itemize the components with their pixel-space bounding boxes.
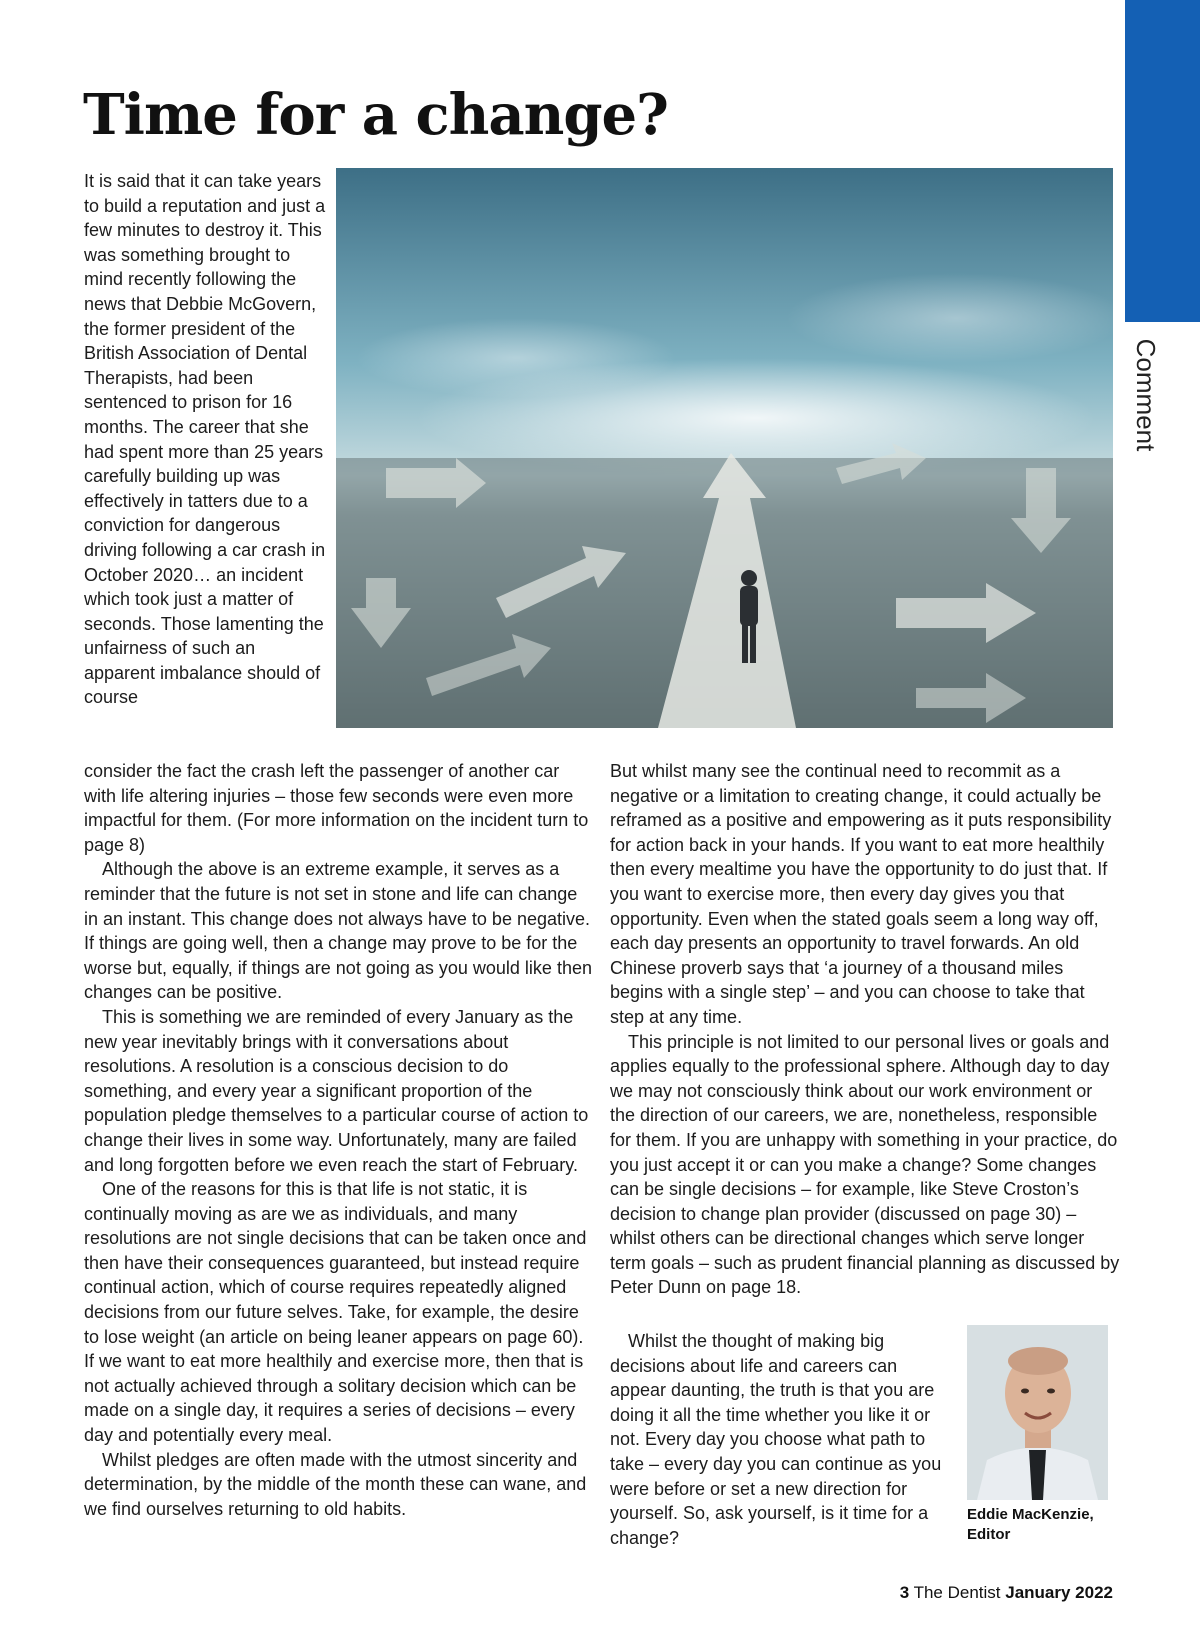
paragraph: This principle is not limited to our personal lives or goals and applies equally to the professional sphere. Although day to day we may not consciously think about our work environment or the direction of our careers, we are, nonetheless, responsible for them. If you are unhappy with something in your practice, do you just accept it or can you make a change? Some changes can be single decisions – for example, like Steve Croston’s decision to change plan provider (discussed on page 30) – whilst others can be directional changes which serve longer term goals – such as prudent financial planning as discussed by Peter Dunn on page 18. [610,1031,1120,1298]
paragraph: Whilst pledges are often made with the utmost sincerity and determination, by the middle of the month these can wane, and we find ourselves returning to old habits. [84,1449,587,1519]
intro-text: It is said that it can take years to build a reputation and just a few minutes to destroy it. This was something brought to mind recently following the news that Debbie McGovern, the former president of the British Association of Dental Therapists, had been sentenced to prison for 16 months. The career that she had spent more than 25 years carefully building up was effectively in tatters due to a conviction for dangerous driving following a car crash in October 2020… an incident which took just a matter of seconds. Those lamenting the unfairness of such an apparent imbalance should of course [84,171,326,708]
article-title: Time for a change? [83,82,668,148]
editor-portrait [967,1325,1108,1500]
hero-image [336,168,1113,728]
column-left [84,759,594,1521]
paragraph: This is something we are reminded of every January as the new year inevitably brings with it conversations about resolutions. A resolution is a conscious decision to do something, and every year a significant proportion of the population pledge themselves to a particular course of action to change their lives in some way. Unfortunately, many are failed and long forgotten before we even reach the start of February. [84,1006,589,1175]
paragraph: consider the fact the crash left the passenger of another car with life altering injuries – those few seconds were even more impactful for them. (For more information on the incident turn to page 8) [84,761,589,855]
editor-caption [967,1505,1094,1545]
column-right [610,759,1120,1300]
editor-name: Eddie MacKenzie, [967,1506,1094,1523]
paragraph: One of the reasons for this is that life is not static, it is continually moving as are we as individuals, and many resolutions are not single decisions that can be taken once and then have their consequences guaranteed, but instead require continual action, which of course requires repeatedly aligned decisions from our future selves. Take, for example, the desire to lose weight (an article on being leaner appears on page 60). If we want to eat more healthily and exercise more, then that is not actually achieved through a solitary decision which can be made on a single day, it requires a series of decisions – every day and potentially every meal. [84,1179,587,1446]
paragraph: Whilst the thought of making big decisions about life and careers can appear daunting, the truth is that you are doing it all the time whether you like it or not. Every day you choose what path to take – every day you can continue as you were before or set a new direction for yourself. So, ask yourself, is it time for a change? [610,1331,942,1548]
section-label: Comment [1131,338,1161,452]
page-footer [900,1583,1113,1603]
page-number: 3 [899,1583,910,1602]
column-right-closing [610,1329,945,1550]
issue-date: January 2022 [1005,1583,1113,1602]
editor-role: Editor [967,1526,1011,1543]
section-tab [1125,0,1200,322]
paragraph: But whilst many see the continual need to recommit as a negative or a limitation to creating change, it could actually be reframed as a positive and empowering as it puts responsibility for action back in your hands. If you want to eat more healthily then every mealtime you have the opportunity to do just that. If you want to exercise more, then every day gives you that opportunity. Even when the stated goals seem a long way off, each day presents an opportunity to travel forwards. An old Chinese proverb says that ‘a journey of a thousand miles begins with a single step’ – and you can choose to take that step at any time. [610,761,1112,1027]
paragraph: Although the above is an extreme example, it serves as a reminder that the future is not set in stone and life can change in an instant. This change does not always have to be negative. If things are going well, then a change may prove to be for the worse but, equally, if things are not going as you would like then changes can be positive. [84,859,592,1003]
publication-name: The Dentist [913,1583,1001,1602]
